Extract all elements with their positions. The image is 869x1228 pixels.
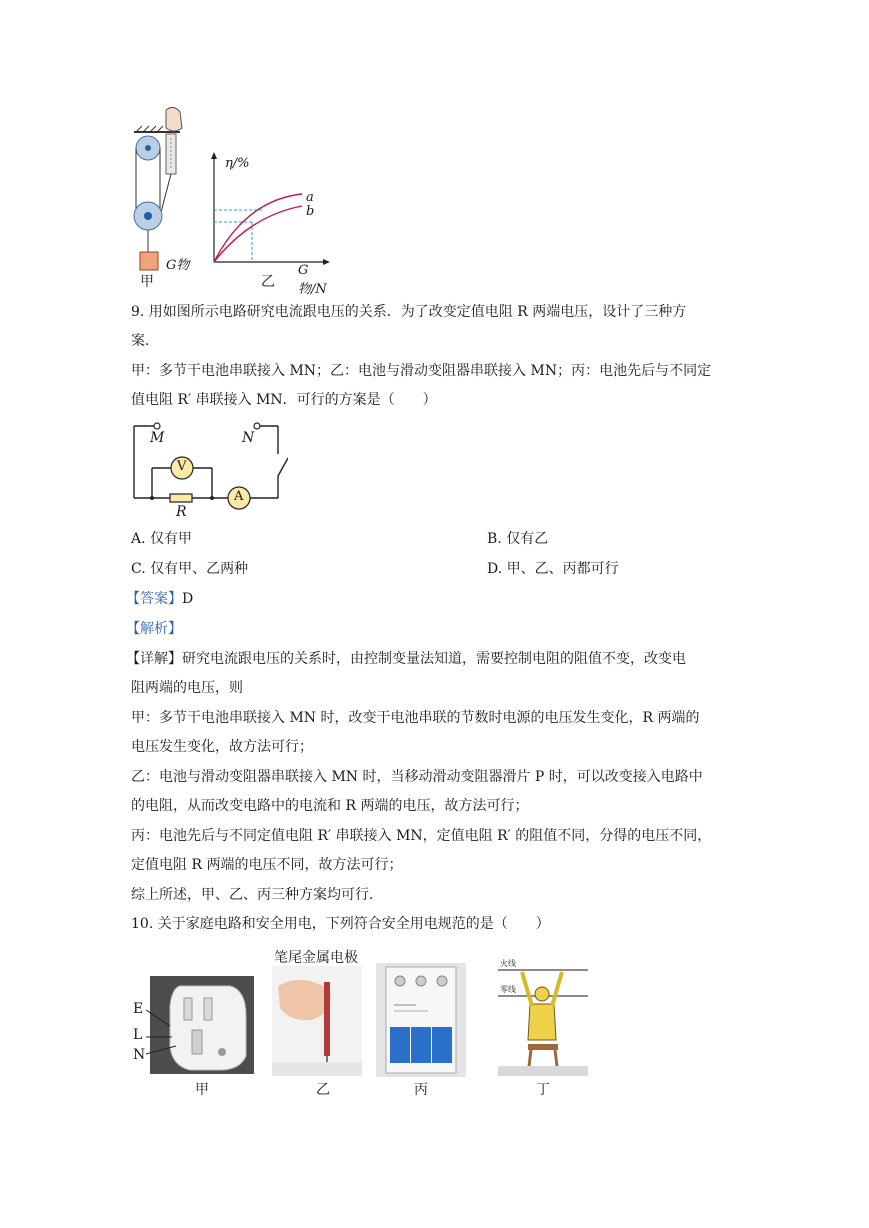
live-wire-panel bbox=[498, 956, 588, 1076]
detail-tag: 【详解】 bbox=[126, 651, 182, 667]
q9-line-4: 值电阻 R′ 串联接入 MN．可行的方案是（ ） bbox=[131, 392, 437, 408]
detail-line-7: 丙：电池先后与不同定值电阻 R′ 串联接入 MN，定值电阻 R′ 的阻值不同，分得的电压不同， bbox=[131, 828, 712, 844]
ammeter-label: A bbox=[234, 489, 244, 504]
resistor-label: R bbox=[176, 504, 187, 520]
terminal-n-label: N bbox=[242, 430, 255, 446]
detail-line-5: 乙：电池与滑动变阻器串联接入 MN 时，当移动滑动变阻器滑片 P 时，可以改变接入电路中 bbox=[131, 769, 703, 785]
live-wire-label: 火线 bbox=[500, 959, 516, 968]
detail-line-6: 的电阻，从而改变电路中的电流和 R 两端的电压，故方法可行； bbox=[131, 798, 529, 814]
analysis-tag: 【解析】 bbox=[126, 621, 182, 637]
panel-label-yi: 乙 bbox=[316, 1082, 330, 1098]
q10-text: 10. 关于家庭电路和安全用电，下列符合安全用电规范的是（ ） bbox=[131, 916, 550, 932]
pen-electrode-title: 笔尾金属电极 bbox=[274, 950, 358, 966]
answer-value: D bbox=[182, 591, 194, 607]
detail-line-4: 电压发生变化，故方法可行； bbox=[131, 739, 313, 755]
option-d[interactable]: D. 甲、乙、丙都可行 bbox=[487, 561, 619, 577]
q9-line-1: 9. 用如图所示电路研究电流跟电压的关系．为了改变定值电阻 R 两端电压，设计了三种方 bbox=[131, 304, 687, 320]
y-axis-label: η/% bbox=[225, 156, 250, 171]
voltmeter-label: V bbox=[177, 459, 187, 474]
weight-label: G物 bbox=[166, 258, 190, 273]
breaker-image bbox=[376, 963, 466, 1077]
circuit-diagram bbox=[128, 420, 288, 524]
plug-label-l: L bbox=[133, 1027, 143, 1043]
option-b[interactable]: B. 仅有乙 bbox=[487, 531, 549, 547]
pulley-figure bbox=[128, 104, 333, 297]
answer-tag: 【答案】 bbox=[126, 591, 182, 607]
live-wire-image bbox=[498, 956, 588, 1076]
neutral-wire-label: 零线 bbox=[500, 985, 516, 994]
curve-b-label: b bbox=[306, 204, 315, 219]
terminal-m-label: M bbox=[150, 430, 165, 446]
plug-label-n: N bbox=[133, 1047, 146, 1063]
test-pen-image bbox=[272, 966, 362, 1076]
option-c[interactable]: C. 仅有甲、乙两种 bbox=[131, 561, 249, 577]
detail-text-1: 研究电流跟电压的关系时，由控制变量法知道，需要控制电阻的阻值不变，改变电 bbox=[182, 651, 686, 667]
panel-label-jia: 甲 bbox=[195, 1082, 209, 1098]
plug-pointer-lines bbox=[144, 1000, 184, 1060]
breaker-panel bbox=[376, 963, 466, 1077]
figure-label-jia: 甲 bbox=[140, 274, 154, 290]
detail-line-1 bbox=[126, 649, 686, 669]
figure-label-yi: 乙 bbox=[261, 274, 275, 290]
x-axis-label: G物/N bbox=[298, 263, 327, 297]
option-a[interactable]: A. 仅有甲 bbox=[131, 531, 193, 547]
curve-a-label: a bbox=[306, 190, 314, 205]
plug-label-e: E bbox=[133, 1001, 144, 1017]
q9-line-3: 甲：多节干电池串联接入 MN；乙：电池与滑动变阻器串联接入 MN；丙：电池先后与不同定 bbox=[131, 363, 712, 379]
detail-line-2: 阻两端的电压，则 bbox=[131, 680, 243, 696]
test-pen-panel bbox=[272, 966, 362, 1076]
panel-label-bing: 丙 bbox=[414, 1082, 428, 1098]
panel-label-ding: 丁 bbox=[536, 1082, 550, 1098]
detail-line-3: 甲：多节干电池串联接入 MN 时，改变干电池串联的节数时电源的电压发生变化，R 两端的 bbox=[131, 710, 700, 726]
detail-line-8: 定值电阻 R 两端的电压不同，故方法可行； bbox=[131, 857, 403, 873]
detail-line-9: 综上所述，甲、乙、丙三种方案均可行． bbox=[131, 887, 383, 903]
q9-line-2: 案． bbox=[131, 333, 159, 349]
answer-row bbox=[126, 589, 193, 609]
